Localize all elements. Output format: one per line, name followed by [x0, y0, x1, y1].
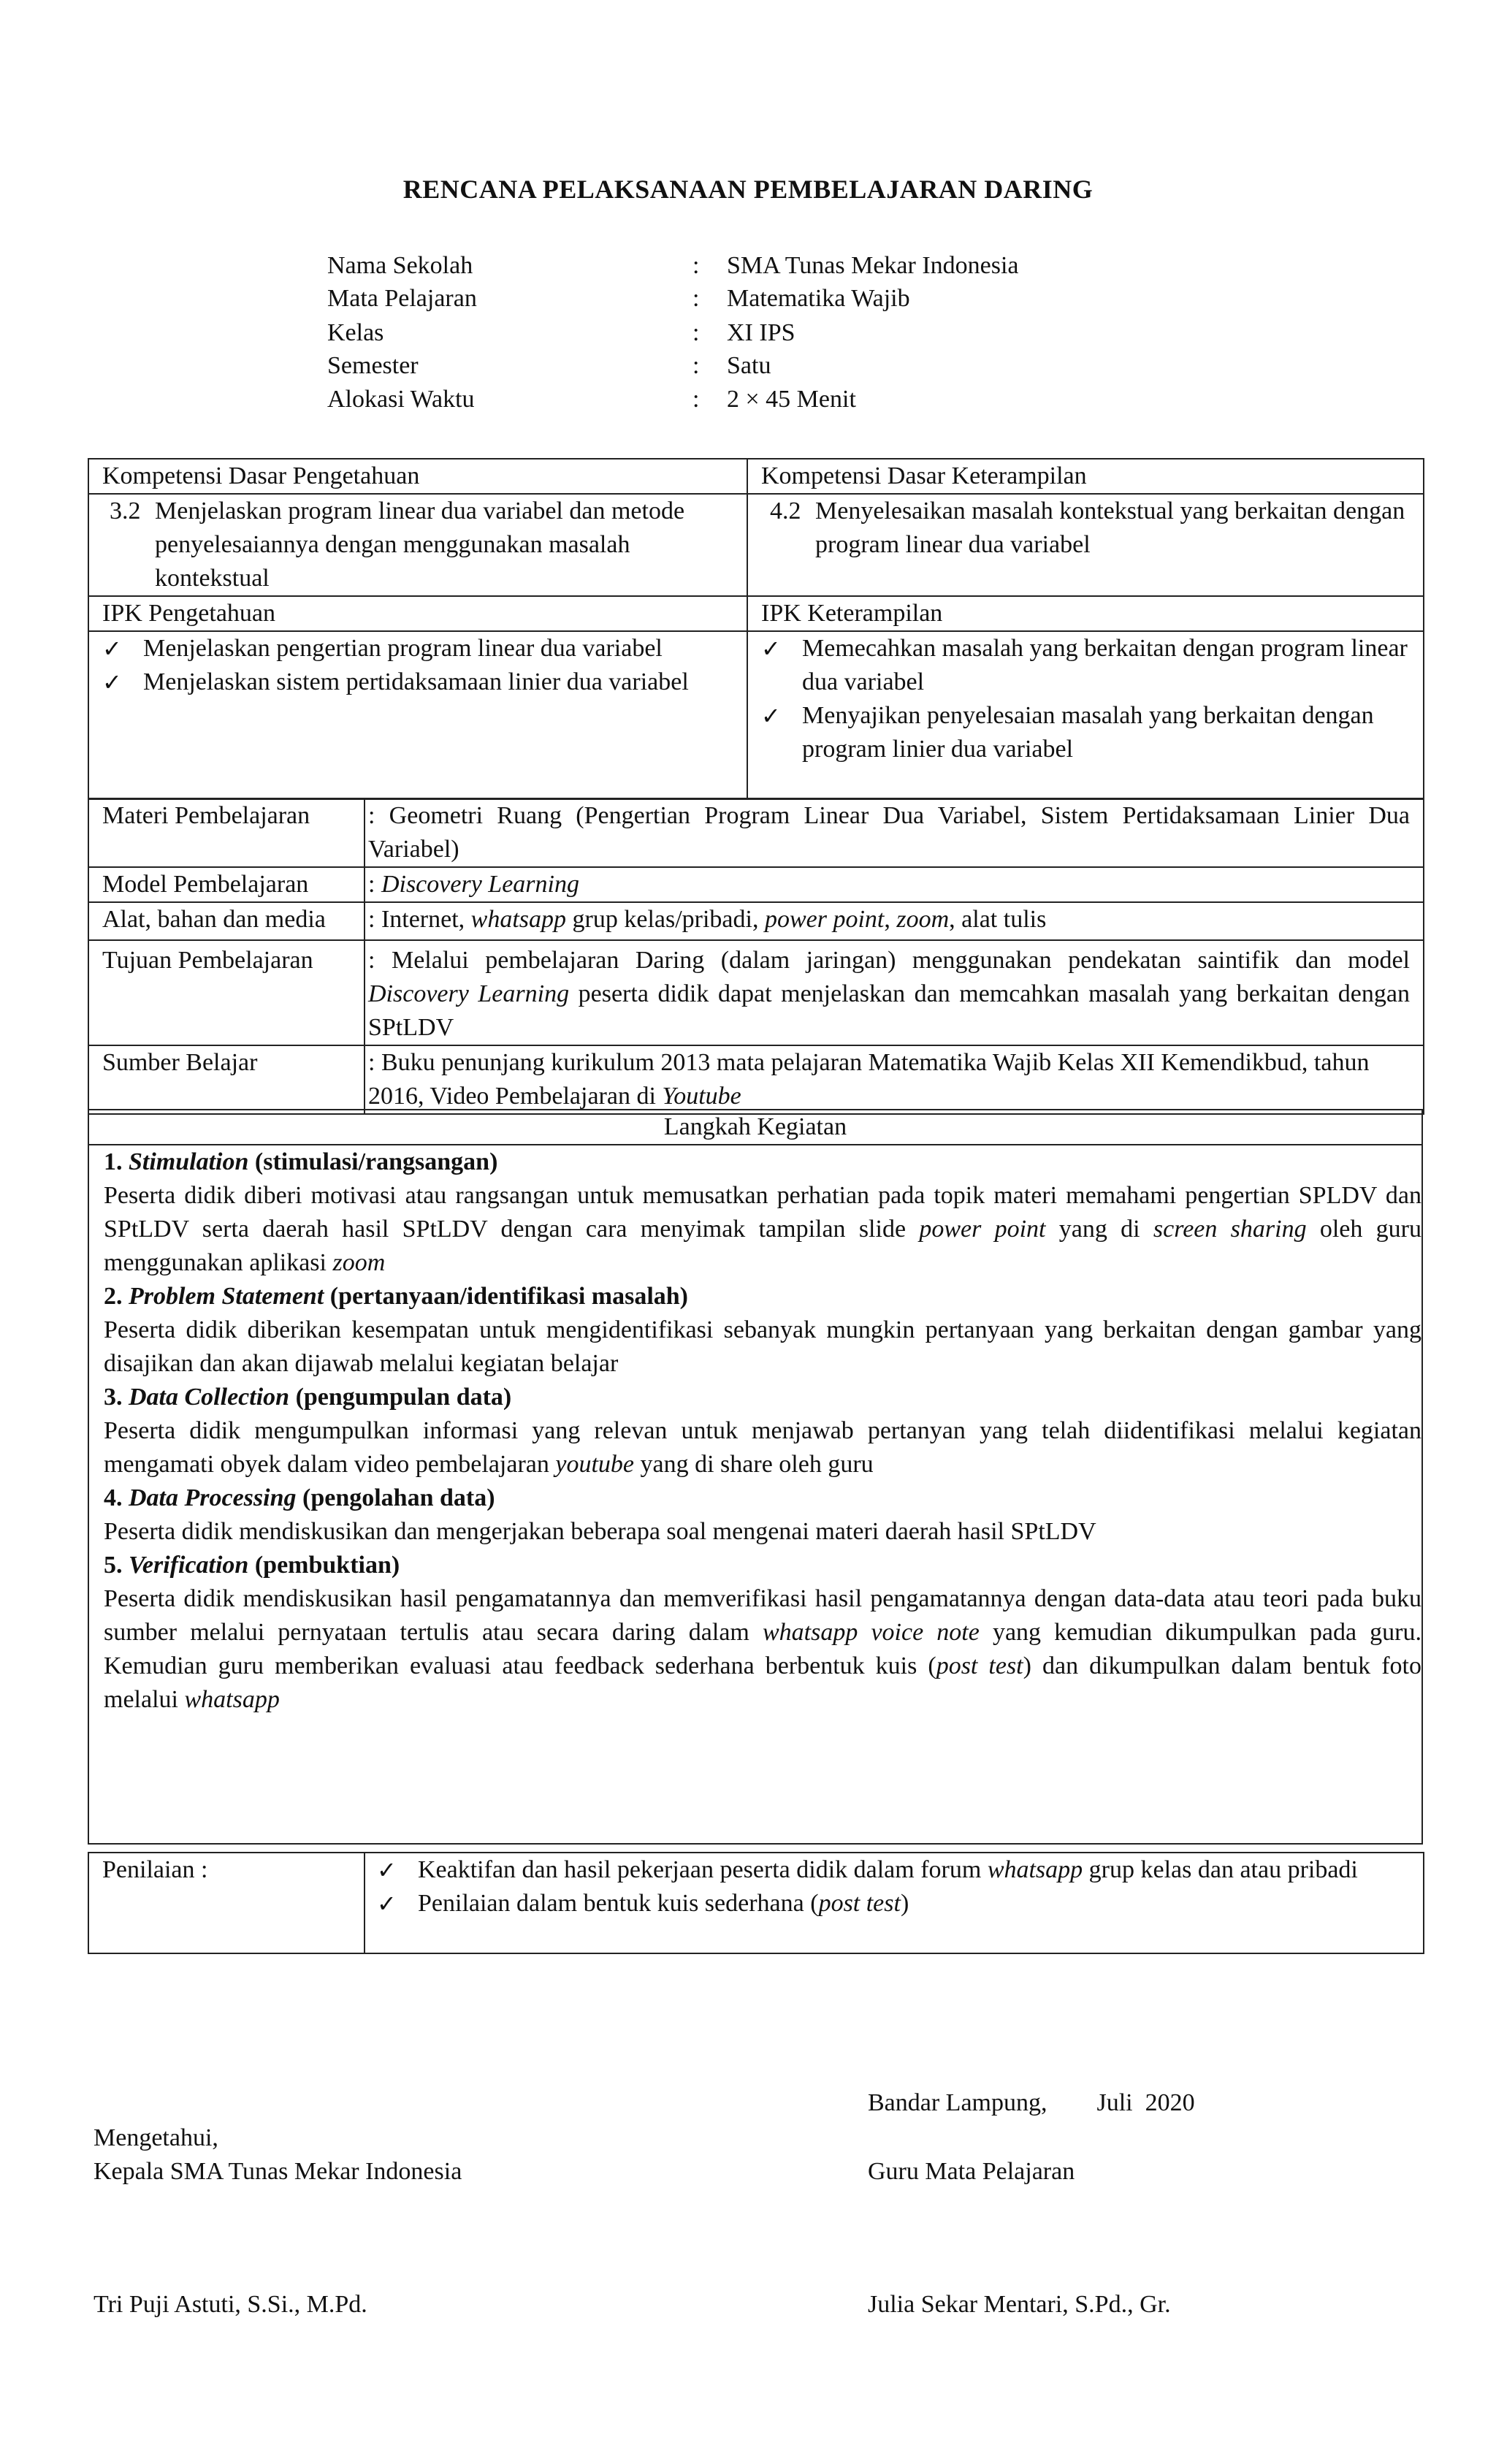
- step-heading: [104, 1145, 1421, 1179]
- text-run: oleh guru menggunakan aplikasi: [104, 1216, 1421, 1276]
- step-name: Stimulation: [129, 1148, 249, 1175]
- model-label: Model Pembelajaran: [88, 867, 365, 902]
- step-number: 2.: [104, 1283, 129, 1310]
- text-run: , alat tulis: [949, 906, 1047, 933]
- step-subtitle: (pengolahan data): [296, 1484, 495, 1511]
- info-value: XI IPS: [727, 319, 795, 346]
- info-colon: :: [692, 352, 700, 379]
- guru-title: Guru Mata Pelajaran: [868, 2158, 1075, 2185]
- colon-text: :: [368, 871, 381, 898]
- kd-keterampilan-header: Kompetensi Dasar Keterampilan: [747, 459, 1424, 494]
- text-run: Keaktifan dan hasil pekerjaan peserta didik dalam forum: [418, 1856, 988, 1883]
- text-run: : Buku penunjang kurikulum 2013 mata pelajaran Matematika Wajib Kelas XII Kemendikbud, tahun 2016, Video Pembelajaran di: [368, 1049, 1370, 1110]
- kepala-title: Kepala SMA Tunas Mekar Indonesia: [94, 2158, 462, 2185]
- kd-number: 3.2: [110, 497, 141, 525]
- step-text: [104, 1179, 1421, 1280]
- text-run: ,: [884, 906, 897, 933]
- italic-run: power point: [764, 906, 885, 933]
- sumber-label: Sumber Belajar: [88, 1045, 365, 1114]
- kompetensi-table: [88, 458, 1424, 800]
- italic-run: post test: [936, 1652, 1023, 1679]
- model-name: Discovery Learning: [381, 871, 579, 898]
- info-label: Alokasi Waktu: [327, 386, 475, 413]
- materi-label: Materi Pembelajaran: [88, 798, 365, 867]
- alat-value: [365, 902, 1424, 940]
- text-run: grup kelas/pribadi,: [566, 906, 765, 933]
- italic-run: Discovery Learning: [368, 980, 570, 1007]
- ipk-item: ✓ Menjelaskan pengertian program linear dua variabel: [102, 632, 733, 665]
- step-number: 5.: [104, 1552, 129, 1579]
- info-label: Semester: [327, 352, 419, 379]
- kd-keterampilan-cell: [747, 494, 1424, 596]
- kd-text: Menjelaskan program linear dua variabel dan metode penyelesaiannya dengan menggunakan masalah kontekstual: [155, 497, 685, 592]
- text-run: yang kemudian dikumpulkan pada guru. Kemudian guru memberikan evaluasi atau feedback sederhana berbentuk kuis (: [104, 1619, 1421, 1679]
- step-heading: [104, 1481, 1421, 1515]
- ipk-item: ✓ Menyajikan penyelesaian masalah yang berkaitan dengan program linier dua variabel: [761, 699, 1410, 766]
- tujuan-value: [365, 940, 1424, 1045]
- ipk-item: ✓ Menjelaskan sistem pertidaksamaan linier dua variabel: [102, 665, 733, 699]
- kd-pengetahuan-cell: [88, 494, 747, 596]
- penilaian-item: [377, 1887, 1416, 1921]
- text-run: ): [900, 1890, 909, 1917]
- info-label: Kelas: [327, 319, 384, 346]
- step-name: Problem Statement: [129, 1283, 324, 1310]
- italic-run: zoom: [896, 906, 950, 933]
- text-run: grup kelas dan atau pribadi: [1083, 1856, 1358, 1883]
- text-run: Penilaian dalam bentuk kuis sederhana (: [418, 1890, 819, 1917]
- page-title: RENCANA PELAKSANAAN PEMBELAJARAN DARING: [402, 175, 1094, 204]
- step-text: [104, 1582, 1421, 1717]
- place-date: Bandar Lampung, Juli 2020: [868, 2089, 1195, 2116]
- italic-run: youtube: [555, 1451, 635, 1478]
- text-run: Peserta didik mendiskusikan hasil pengamatannya dan memverifikasi hasil pengamatannya dengan data-data atau teori pada buku sumber melalui pernyataan tertulis atau secara daring dalam: [104, 1585, 1421, 1646]
- text-run: Peserta didik mengumpulkan informasi yang relevan untuk menjawab pertanyan yang telah diidentifikasi melalui kegiatan mengamati obyek dalam video pembelajaran: [104, 1417, 1421, 1478]
- model-value: [365, 867, 1424, 902]
- step-text: Peserta didik mendiskusikan dan mengerjakan beberapa soal mengenai materi daerah hasil SPtLDV: [104, 1518, 1096, 1545]
- kd-pengetahuan-header: Kompetensi Dasar Pengetahuan: [88, 459, 747, 494]
- ipk-pengetahuan-header: IPK Pengetahuan: [88, 596, 747, 631]
- sumber-value: [365, 1045, 1424, 1114]
- italic-run: power point: [919, 1216, 1046, 1243]
- penilaian-cell: [365, 1853, 1424, 1953]
- langkah-header: Langkah Kegiatan: [88, 1110, 1422, 1145]
- info-colon: :: [692, 285, 700, 312]
- step-name: Data Processing: [129, 1484, 297, 1511]
- mengetahui-text: Mengetahui,: [94, 2124, 218, 2151]
- info-value: SMA Tunas Mekar Indonesia: [727, 252, 1019, 279]
- info-colon: :: [692, 319, 700, 346]
- info-colon: :: [692, 386, 700, 413]
- italic-run: whatsapp: [987, 1856, 1083, 1883]
- italic-run: whatsapp: [184, 1686, 280, 1713]
- step-number: 1.: [104, 1148, 129, 1175]
- step-number: 4.: [104, 1484, 129, 1511]
- penilaian-item: [377, 1853, 1416, 1887]
- ipk-pengetahuan-cell: [88, 631, 747, 799]
- step-text: Peserta didik diberikan kesempatan untuk mengidentifikasi sebanyak mungkin pertanyaan yang berkaitan dengan gambar yang disajikan dan akan dijawab melalui kegiatan belajar: [104, 1316, 1421, 1377]
- step-subtitle: (stimulasi/rangsangan): [248, 1148, 498, 1175]
- step-text: [104, 1414, 1421, 1481]
- italic-run: zoom: [332, 1249, 386, 1276]
- text-run: : Melalui pembelajaran Daring (dalam jaringan) menggunakan pendekatan saintifik dan model: [368, 947, 1410, 974]
- text-run: ) dan dikumpulkan dalam bentuk foto melalui: [104, 1652, 1421, 1713]
- ipk-keterampilan-cell: [747, 631, 1424, 799]
- kd-text: Menyelesaikan masalah kontekstual yang berkaitan dengan program linear dua variabel: [815, 497, 1405, 558]
- kepala-name: Tri Puji Astuti, S.Si., M.Pd.: [94, 2291, 367, 2318]
- details-table: [88, 798, 1424, 1115]
- info-value: Satu: [727, 352, 771, 379]
- step-subtitle: (pertanyaan/identifikasi masalah): [324, 1283, 688, 1310]
- info-value: Matematika Wajib: [727, 285, 910, 312]
- info-label: Mata Pelajaran: [327, 285, 477, 312]
- materi-value: : Geometri Ruang (Pengertian Program Linear Dua Variabel, Sistem Pertidaksamaan Linier Dua Variabel): [365, 798, 1424, 867]
- text-run: : Internet,: [368, 906, 471, 933]
- step-heading: [104, 1280, 1421, 1313]
- tujuan-label: Tujuan Pembelajaran: [88, 940, 365, 1045]
- step-heading: [104, 1549, 1421, 1582]
- step-subtitle: (pengumpulan data): [289, 1384, 512, 1411]
- text-run: peserta didik dapat menjelaskan dan memcahkan masalah yang berkaitan dengan SPtLDV: [368, 980, 1410, 1041]
- step-name: Verification: [129, 1552, 249, 1579]
- guru-name: Julia Sekar Mentari, S.Pd., Gr.: [868, 2291, 1171, 2318]
- step-number: 3.: [104, 1384, 129, 1411]
- ipk-keterampilan-header: IPK Keterampilan: [747, 596, 1424, 631]
- info-colon: :: [692, 252, 700, 279]
- italic-run: whatsapp voice note: [762, 1619, 980, 1646]
- step-subtitle: (pembuktian): [248, 1552, 400, 1579]
- penilaian-label: Penilaian :: [88, 1853, 365, 1953]
- text-run: yang di: [1045, 1216, 1153, 1243]
- info-value: 2 × 45 Menit: [727, 386, 856, 413]
- step-name: Data Collection: [129, 1384, 290, 1411]
- kd-number: 4.2: [770, 497, 801, 525]
- italic-run: Youtube: [662, 1083, 741, 1110]
- langkah-table: [88, 1109, 1423, 1845]
- italic-run: post test: [818, 1890, 901, 1917]
- info-label: Nama Sekolah: [327, 252, 473, 279]
- alat-label: Alat, bahan dan media: [88, 902, 365, 940]
- italic-run: screen sharing: [1153, 1216, 1307, 1243]
- ipk-item: ✓ Memecahkan masalah yang berkaitan dengan program linear dua variabel: [761, 632, 1410, 699]
- langkah-body: [88, 1145, 1422, 1844]
- penilaian-table: [88, 1852, 1424, 1954]
- text-run: yang di share oleh guru: [634, 1451, 874, 1478]
- italic-run: whatsapp: [470, 906, 567, 933]
- text-run: Peserta didik diberi motivasi atau rangsangan untuk memusatkan perhatian pada topik materi memahami pengertian SPLDV dan SPtLDV serta daerah hasil SPtLDV dengan cara menyimak tampilan slide: [104, 1182, 1421, 1243]
- step-heading: [104, 1381, 1421, 1414]
